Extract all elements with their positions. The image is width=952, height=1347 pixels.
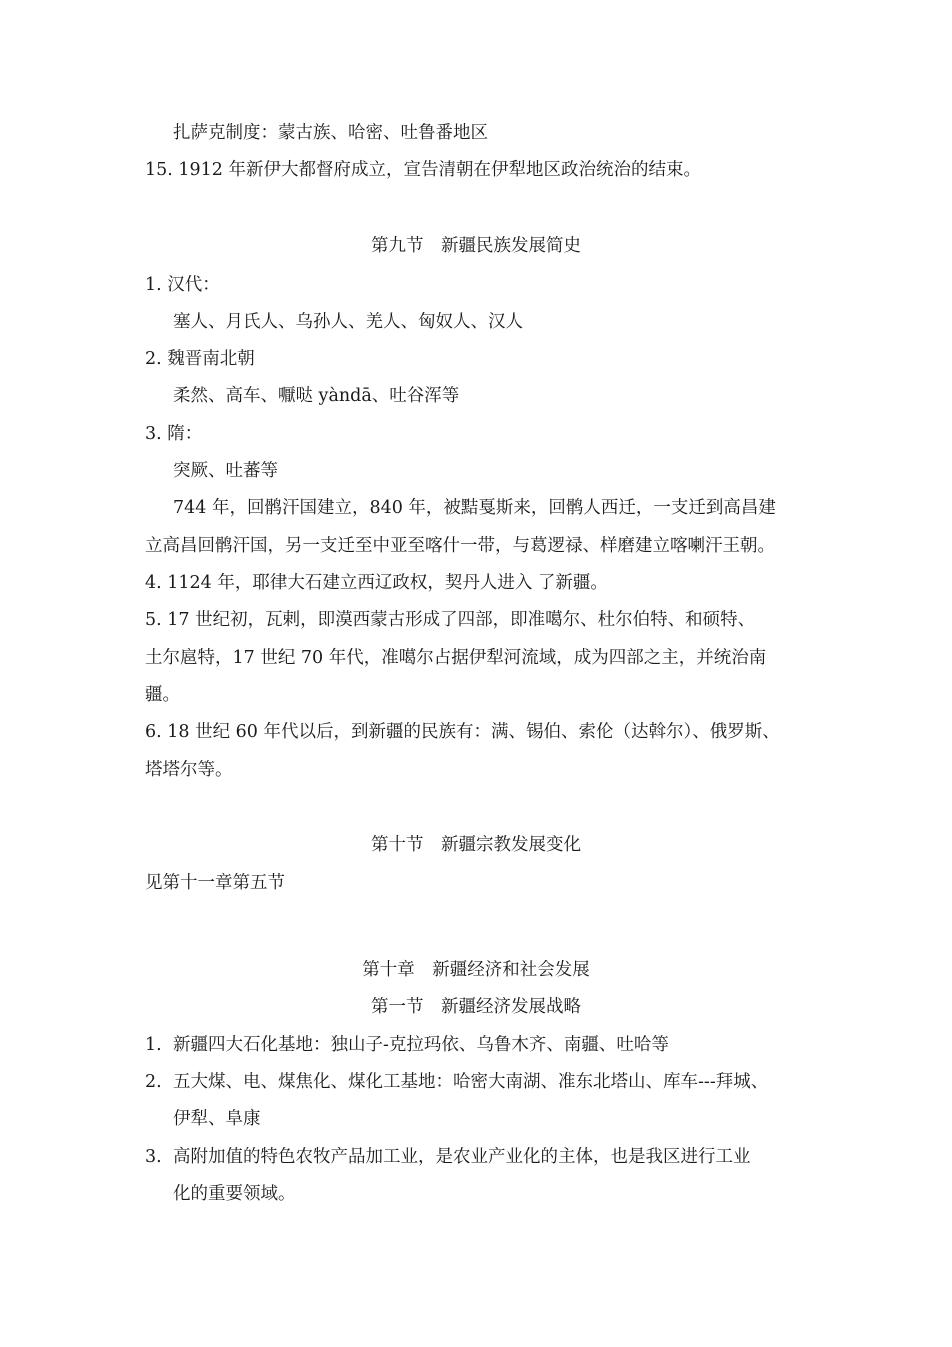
- list-item: 化的重要领域。: [173, 1184, 296, 1204]
- text-line: 5. 17 世纪初，瓦剌，即漠西蒙古形成了四部，即准噶尔、杜尔伯特、和硕特、: [145, 610, 756, 630]
- section-heading: 第十节 新疆宗教发展变化: [371, 835, 581, 855]
- text-line: 扎萨克制度：蒙古族、哈密、吐鲁番地区: [173, 123, 488, 143]
- text-line: 突厥、吐蕃等: [173, 461, 278, 481]
- text-line: 15. 1912 年新伊大都督府成立，宣告清朝在伊犁地区政治统治的结束。: [145, 160, 701, 180]
- text-line: 立高昌回鹘汗国，另一支迁至中亚至喀什一带，与葛逻禄、样磨建立喀喇汗王朝。: [145, 536, 775, 556]
- section-heading: 第一节 新疆经济发展战略: [371, 997, 581, 1017]
- text-line: 6. 18 世纪 60 年代以后，到新疆的民族有：满、锡伯、索伦（达斡尔）、俄罗斯、: [145, 722, 780, 742]
- text-line: 见第十一章第五节: [145, 873, 285, 893]
- text-line: 1. 汉代：: [145, 275, 220, 295]
- list-item: 1. 新疆四大石化基地：独山子-克拉玛依、乌鲁木齐、南疆、吐哈等: [145, 1035, 669, 1055]
- text-line: 土尔扈特，17 世纪 70 年代，准噶尔占据伊犁河流域，成为四部之主，并统治南: [145, 648, 767, 668]
- text-line: 3. 隋：: [145, 424, 203, 444]
- list-item: 伊犁、阜康: [173, 1109, 261, 1129]
- text-line: 塞人、月氏人、乌孙人、羌人、匈奴人、汉人: [173, 312, 523, 332]
- text-line: 塔塔尔等。: [145, 760, 233, 780]
- list-item: 2. 五大煤、电、煤焦化、煤化工基地：哈密大南湖、准东北塔山、库车---拜城、: [145, 1072, 769, 1092]
- list-item: 3. 高附加值的特色农牧产品加工业，是农业产业化的主体，也是我区进行工业: [145, 1147, 751, 1167]
- section-heading: 第九节 新疆民族发展简史: [371, 236, 581, 256]
- text-line: 4. 1124 年，耶律大石建立西辽政权，契丹人进入 了新疆。: [145, 573, 608, 593]
- text-line: 744 年，回鹘汗国建立，840 年，被黠戛斯来，回鹘人西迁，一支迁到高昌建: [173, 498, 776, 518]
- chapter-heading: 第十章 新疆经济和社会发展: [362, 960, 590, 980]
- text-line: 2. 魏晋南北朝: [145, 349, 255, 369]
- text-line: 柔然、高车、嚈哒 yàndā、吐谷浑等: [173, 386, 460, 406]
- text-line: 疆。: [145, 685, 180, 705]
